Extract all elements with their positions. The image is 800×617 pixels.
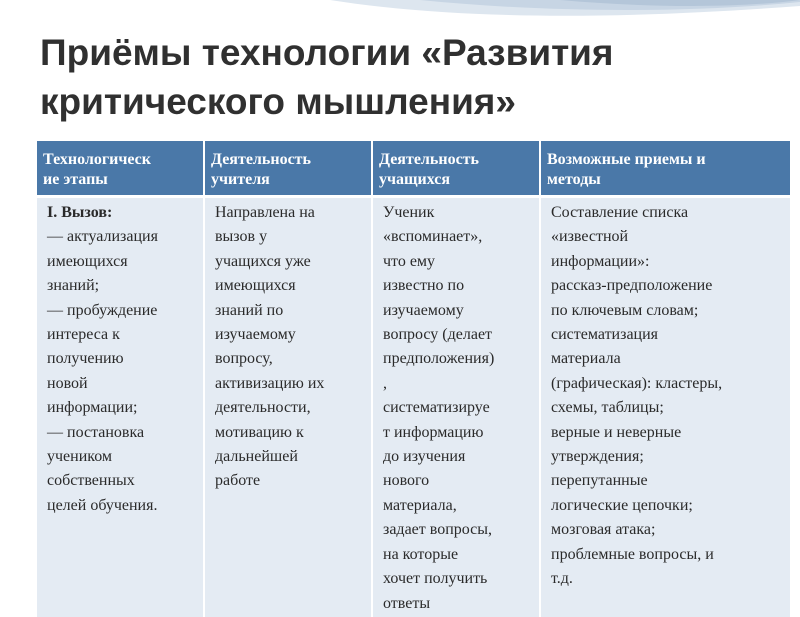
cell-line: имеющихся (47, 252, 128, 270)
cell-line: целей обучения. (47, 496, 158, 514)
cell-line: I. Вызов: (47, 204, 113, 221)
cell-line: знаний по (215, 301, 284, 319)
header-teacher-line-2: учителя (211, 171, 270, 188)
header-student-line-2: учащихся (379, 171, 451, 188)
cell-line: знаний; (47, 277, 100, 295)
cell-line: предположения) (383, 350, 495, 368)
cell-line: «известной (551, 228, 629, 246)
table-header-row (37, 141, 790, 197)
cell-line: Ученик (383, 204, 435, 221)
cell-line: , (383, 374, 387, 392)
cell-line: схемы, таблицы; (551, 399, 664, 417)
techniques-table (37, 141, 790, 617)
cell-line: дальнейшей (215, 448, 298, 466)
cell-line: систематизируе (383, 399, 490, 417)
cell-line: материала (551, 350, 621, 368)
header-methods-line-1: Возможные приемы и (547, 151, 706, 168)
cell-line: интереса к (47, 326, 120, 344)
cell-line: (графическая): кластеры, (551, 374, 723, 392)
cell-line: информации»: (551, 252, 650, 270)
cell-line: — пробуждение (47, 301, 158, 319)
cell-line: материала, (383, 496, 457, 514)
cell-methods (540, 197, 790, 617)
header-teacher-line-1: Деятельность (211, 151, 311, 168)
cell-line: новой (47, 374, 88, 392)
cell-line: «вспоминает», (383, 228, 483, 246)
cell-line: изучаемому (215, 326, 296, 344)
header-student-activity (372, 141, 540, 197)
cell-line: мотивацию к (215, 423, 304, 441)
cell-line: перепутанные (551, 472, 648, 490)
cell-line: — постановка (47, 423, 145, 441)
cell-teacher-activity (204, 197, 372, 617)
header-stages (37, 141, 204, 197)
cell-line: на которые (383, 545, 459, 563)
cell-line: что ему (383, 252, 436, 270)
slide-title-line-2: критического мышления» (40, 81, 516, 122)
slide-title-line-1: Приёмы технологии «Развития (40, 32, 614, 73)
cell-line: Направлена на (215, 204, 315, 221)
cell-line: до изучения (383, 448, 466, 466)
cell-line: учеником (47, 448, 113, 466)
cell-line: работе (215, 472, 261, 490)
cell-line: деятельности, (215, 399, 311, 417)
cell-line: мозговая атака; (551, 521, 656, 539)
techniques-table-container (37, 141, 790, 612)
cell-line: активизацию их (215, 374, 325, 392)
cell-line: задает вопросы, (383, 521, 493, 539)
cell-line: логические цепочки; (551, 496, 693, 514)
cell-stage (37, 197, 204, 617)
cell-line: вопросу, (215, 350, 273, 368)
header-methods-line-2: методы (547, 171, 601, 188)
cell-line: изучаемому (383, 301, 464, 319)
cell-line: — актуализация (47, 228, 158, 246)
cell-line: систематизация (551, 326, 659, 344)
cell-line: собственных (47, 472, 135, 490)
cell-line: ответы (383, 594, 431, 612)
header-student-line-1: Деятельность (379, 151, 479, 168)
cell-line: рассказ-предположение (551, 277, 713, 295)
cell-line: вопросу (делает (383, 326, 493, 344)
cell-line: информации; (47, 399, 138, 417)
header-teacher-activity (204, 141, 372, 197)
table-row (37, 197, 790, 617)
cell-line: т информацию (383, 423, 484, 441)
header-stages-line-1: Технологическ (43, 151, 151, 168)
cell-line: Составление списка (551, 204, 689, 221)
cell-line: нового (383, 472, 430, 490)
slide-title (40, 28, 760, 126)
cell-line: вызов у (215, 228, 268, 246)
cell-line: утверждения; (551, 448, 644, 466)
cell-line: хочет получить (383, 570, 488, 588)
header-methods (540, 141, 790, 197)
cell-student-activity (372, 197, 540, 617)
cell-line: учащихся уже (215, 252, 311, 270)
cell-line: известно по (383, 277, 465, 295)
cell-line: проблемные вопросы, и (551, 545, 714, 563)
cell-line: получению (47, 350, 124, 368)
cell-line: верные и неверные (551, 423, 682, 441)
header-stages-line-2: ие этапы (43, 171, 108, 188)
cell-line: имеющихся (215, 277, 296, 295)
cell-line: т.д. (551, 570, 573, 588)
cell-line: по ключевым словам; (551, 301, 699, 319)
